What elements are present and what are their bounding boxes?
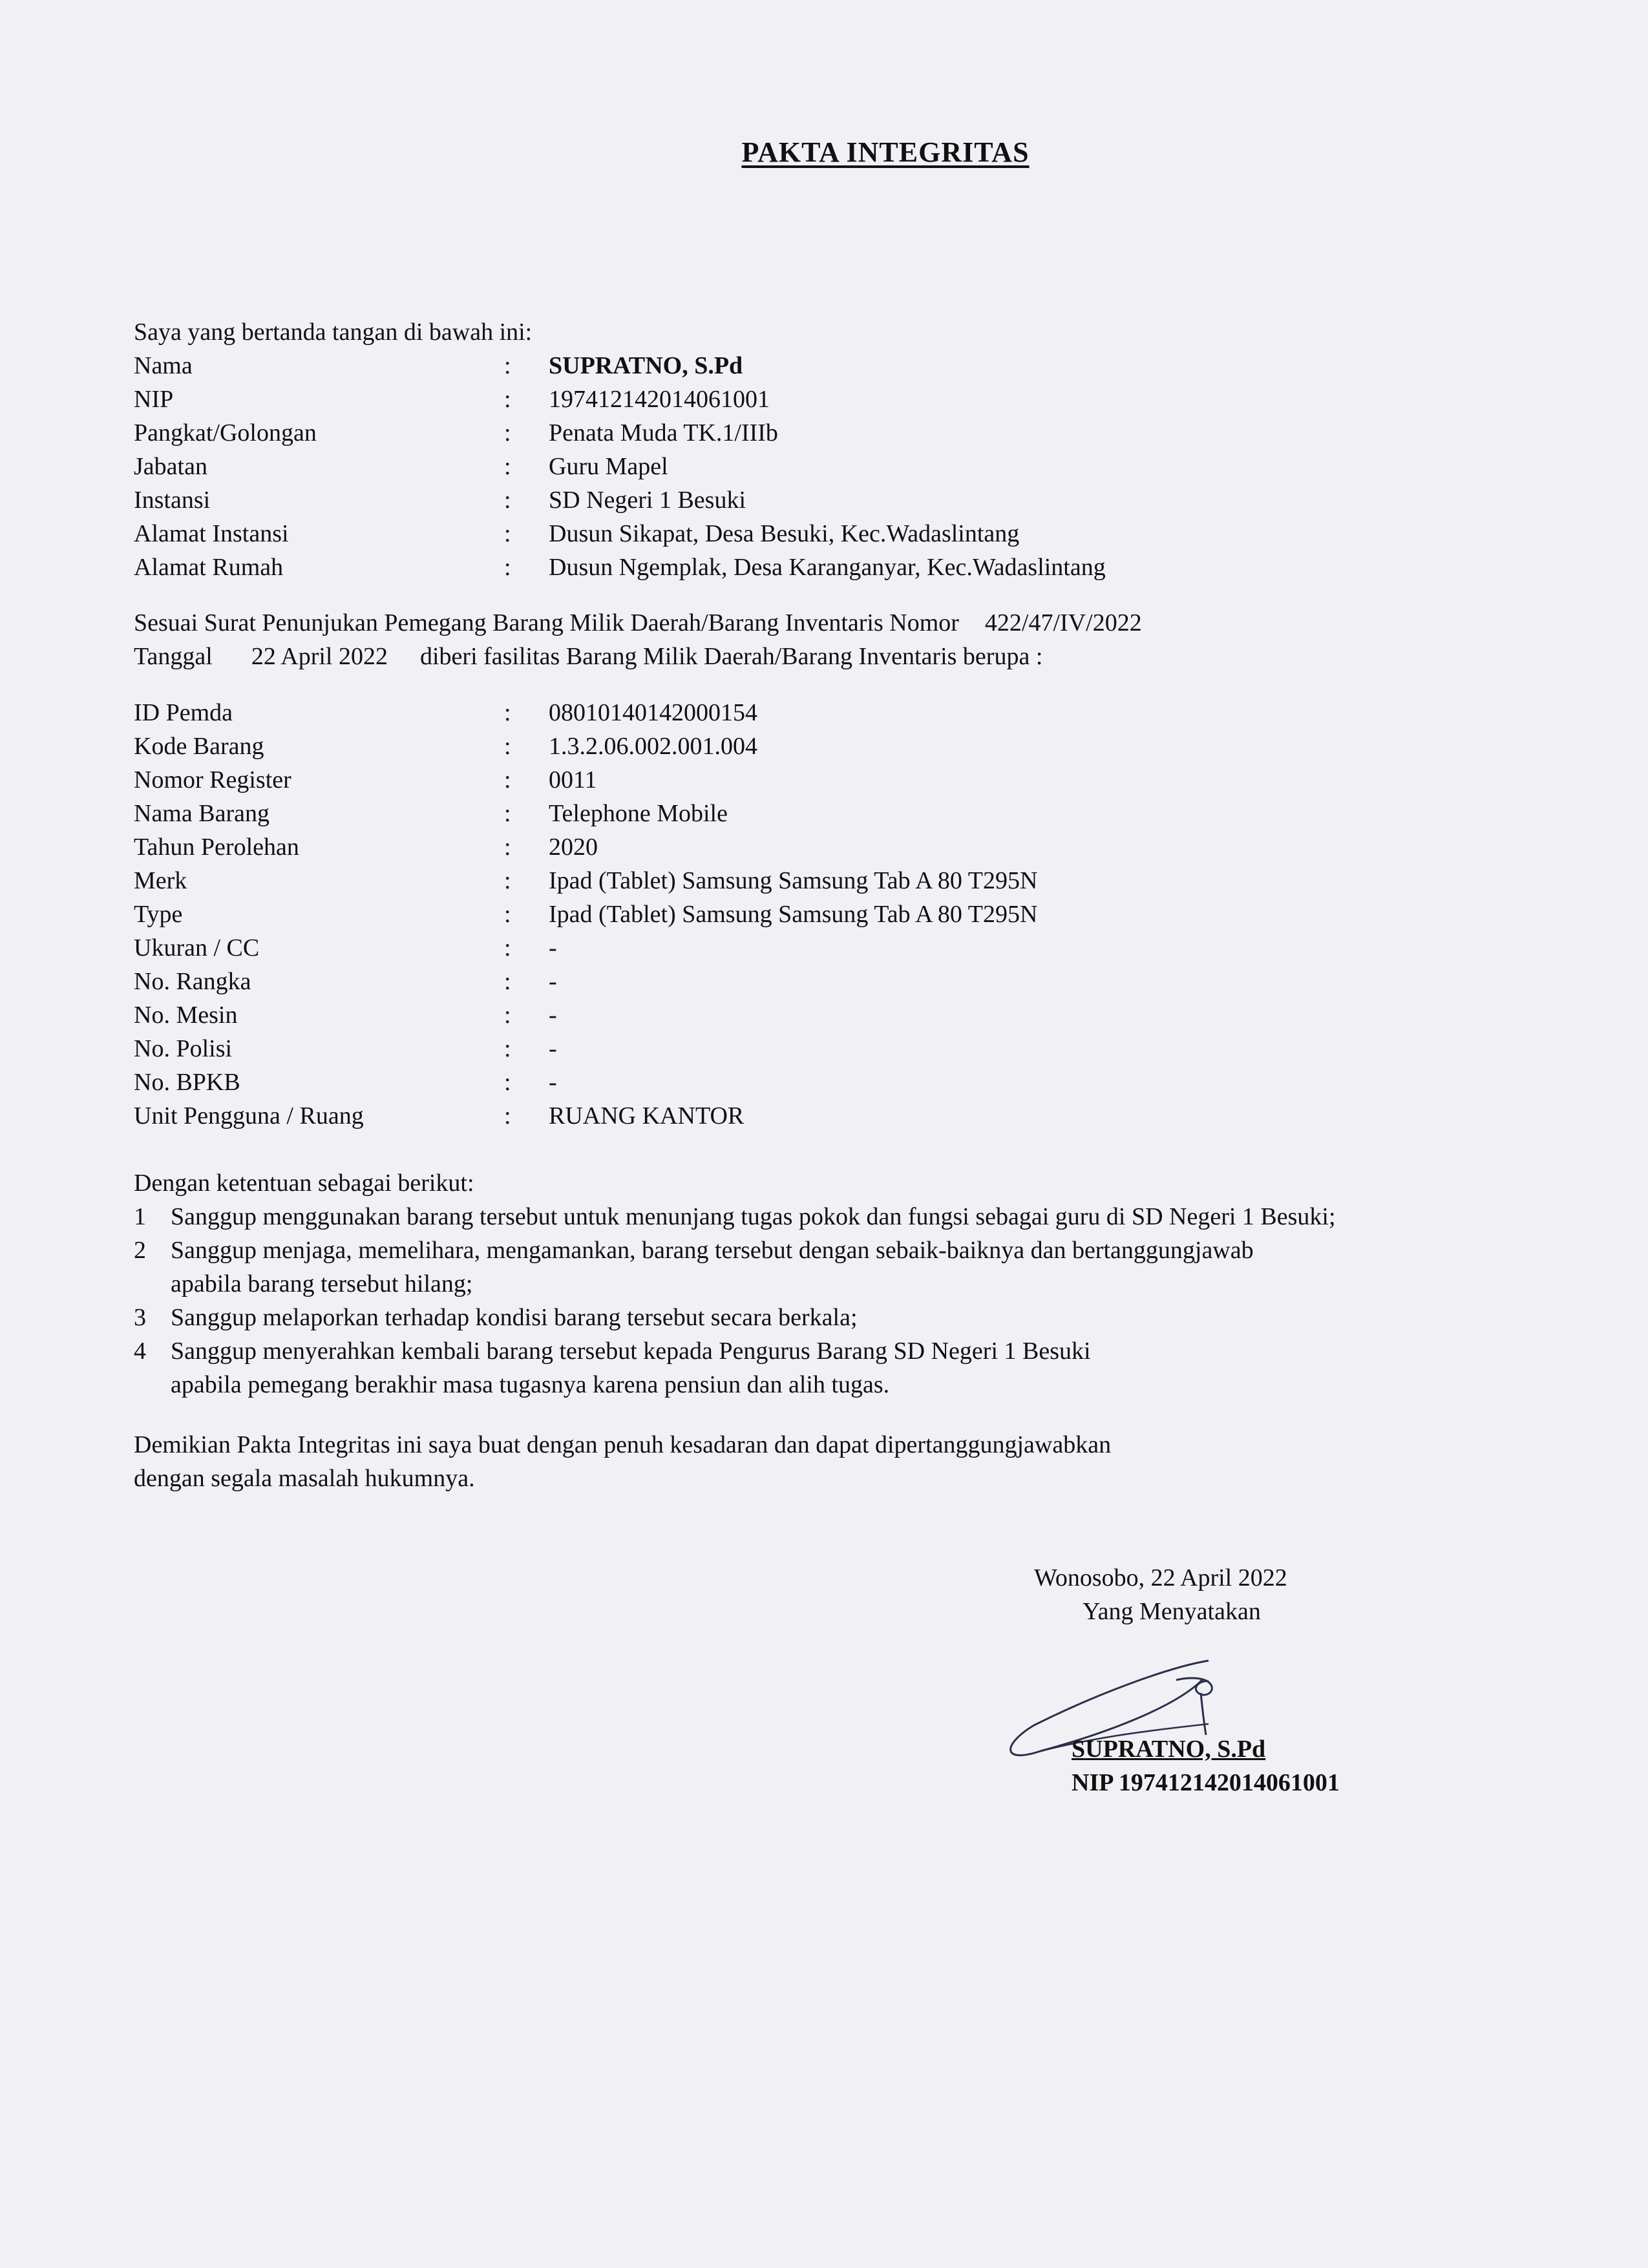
identity-label: NIP (134, 386, 174, 413)
item-value: RUANG KANTOR (549, 1102, 745, 1129)
term-number: 3 (134, 1304, 146, 1331)
colon: : (504, 934, 511, 961)
item-label: No. Polisi (134, 1035, 233, 1062)
colon: : (504, 1002, 511, 1029)
item-label: Tahun Perolehan (134, 834, 299, 861)
term-number: 1 (134, 1203, 146, 1230)
item-value: Ipad (Tablet) Samsung Samsung Tab A 80 T295N (549, 901, 1038, 928)
term-text: Sanggup menyerahkan kembali barang tersebut kepada Pengurus Barang SD Negeri 1 Besuki (171, 1338, 1091, 1365)
term-text: Sanggup menggunakan barang tersebut untuk menunjang tugas pokok dan fungsi sebagai guru di SD Negeri 1 Besuki; (171, 1203, 1336, 1230)
intro-text: Saya yang bertanda tangan di bawah ini: (134, 319, 533, 346)
assignment-line-2 (134, 640, 1042, 673)
terms-intro: Dengan ketentuan sebagai berikut: (134, 1170, 474, 1197)
identity-value: SD Negeri 1 Besuki (549, 487, 746, 514)
colon: : (504, 487, 511, 514)
colon: : (504, 867, 511, 894)
statement-label: Yang Menyatakan (1083, 1598, 1261, 1625)
colon: : (504, 699, 511, 726)
item-label: Merk (134, 867, 187, 894)
colon: : (504, 386, 511, 413)
colon: : (504, 834, 511, 861)
identity-label: Jabatan (134, 453, 207, 480)
item-value: - (549, 934, 557, 961)
term-text: Sanggup menjaga, memelihara, mengamankan, barang tersebut dengan sebaik-baiknya dan bertanggungjawab (171, 1237, 1254, 1264)
item-value: - (549, 1035, 557, 1062)
colon: : (504, 901, 511, 928)
item-value: - (549, 968, 557, 995)
item-value: 2020 (549, 834, 598, 861)
identity-value: SUPRATNO, S.Pd (549, 352, 743, 379)
term-text: Sanggup melaporkan terhadap kondisi barang tersebut secara berkala; (171, 1304, 858, 1331)
assignment-text: Sesuai Surat Penunjukan Pemegang Barang Milik Daerah/Barang Inventaris Nomor (134, 609, 959, 636)
item-value: Telephone Mobile (549, 800, 728, 827)
item-label: Kode Barang (134, 733, 264, 760)
colon: : (504, 1069, 511, 1096)
colon: : (504, 733, 511, 760)
colon: : (504, 1102, 511, 1129)
identity-value: 197412142014061001 (549, 386, 770, 413)
item-label: Ukuran / CC (134, 934, 260, 961)
identity-value: Dusun Ngemplak, Desa Karanganyar, Kec.Wadaslintang (549, 554, 1106, 581)
identity-label: Alamat Rumah (134, 554, 284, 581)
colon: : (504, 968, 511, 995)
colon: : (504, 554, 511, 581)
colon: : (504, 352, 511, 379)
identity-label: Alamat Instansi (134, 520, 289, 547)
item-value: 1.3.2.06.002.001.004 (549, 733, 757, 760)
assignment-number: 422/47/IV/2022 (984, 609, 1142, 636)
place-date: Wonosobo, 22 April 2022 (1034, 1564, 1287, 1591)
item-label: Nama Barang (134, 800, 269, 827)
closing-line-2: dengan segala masalah hukumnya. (134, 1465, 475, 1492)
item-value: 08010140142000154 (549, 699, 757, 726)
item-label: No. Rangka (134, 968, 251, 995)
colon: : (504, 453, 511, 480)
identity-value: Penata Muda TK.1/IIIb (549, 419, 778, 446)
item-label: Unit Pengguna / Ruang (134, 1102, 364, 1129)
item-label: Nomor Register (134, 766, 291, 793)
assignment-line-1 (134, 606, 1142, 640)
term-text-cont: apabila pemegang berakhir masa tugasnya karena pensiun dan alih tugas. (171, 1371, 890, 1398)
signatory-nip: NIP 197412142014061001 (1072, 1769, 1340, 1796)
identity-value: Dusun Sikapat, Desa Besuki, Kec.Wadaslintang (549, 520, 1020, 547)
item-label: Type (134, 901, 183, 928)
colon: : (504, 1035, 511, 1062)
document-title: PAKTA INTEGRITAS (741, 136, 1030, 168)
item-value: - (549, 1069, 557, 1096)
item-value: - (549, 1002, 557, 1029)
colon: : (504, 766, 511, 793)
item-label: No. Mesin (134, 1002, 238, 1029)
closing-line-1: Demikian Pakta Integritas ini saya buat dengan penuh kesadaran dan dapat dipertanggungjawabkan (134, 1431, 1112, 1458)
term-text-cont: apabila barang tersebut hilang; (171, 1270, 473, 1297)
item-value: Ipad (Tablet) Samsung Samsung Tab A 80 T295N (549, 867, 1038, 894)
identity-label: Nama (134, 352, 193, 379)
assignment-text-2: diberi fasilitas Barang Milik Daerah/Barang Inventaris berupa : (419, 643, 1043, 670)
identity-label: Instansi (134, 487, 211, 514)
colon: : (504, 800, 511, 827)
term-number: 4 (134, 1338, 146, 1365)
identity-label: Pangkat/Golongan (134, 419, 317, 446)
colon: : (504, 520, 511, 547)
identity-value: Guru Mapel (549, 453, 668, 480)
item-label: ID Pemda (134, 699, 233, 726)
signatory-name: SUPRATNO, S.Pd (1072, 1736, 1266, 1763)
tanggal-label: Tanggal (134, 643, 213, 670)
item-value: 0011 (549, 766, 597, 793)
colon: : (504, 419, 511, 446)
term-number: 2 (134, 1237, 146, 1264)
assignment-date: 22 April 2022 (251, 643, 388, 670)
item-label: No. BPKB (134, 1069, 240, 1096)
